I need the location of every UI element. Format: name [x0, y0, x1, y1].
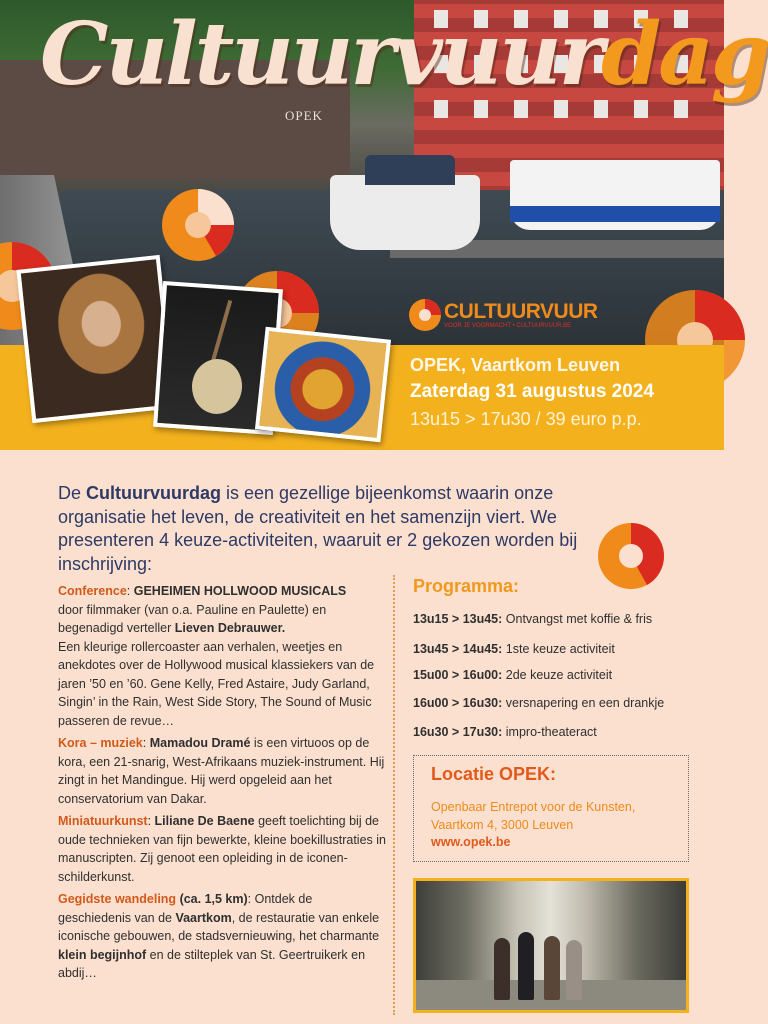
kora-desc: is een virtuoos op de kora, een 21-snarig, West-Afrikaans muziek-instrument. Hij zingt in het Mandingue. Hij werd opgeleid aan het conservatorium van Dakar. — [58, 736, 385, 806]
kora-label: Kora – muziek — [58, 736, 143, 750]
hero-banner — [0, 0, 768, 450]
intro-event-name: Cultuurvuurdag — [86, 483, 222, 503]
conference-label: Conference — [58, 584, 127, 598]
activity-kora: Kora – muziek: Mamadou Dramé is een virtuoos op de kora, een 21-snarig, West-Afrikaans muziek-instrument. Hij zingt in het Mandingue. Hij werd opgeleid aan het conservatorium van Dakar. — [58, 736, 385, 806]
program-item — [413, 612, 652, 626]
conference-title: GEHEIMEN HOLLWOOD MUSICALS — [133, 584, 347, 598]
location-url-link[interactable]: www.opek.be — [431, 835, 511, 849]
event-time-price: 13u15 > 17u30 / 39 euro p.p. — [410, 409, 642, 429]
activities-column — [58, 582, 388, 987]
activity-walk — [58, 890, 388, 983]
white-boat — [330, 175, 480, 250]
mini-person: Liliane De Baene — [154, 814, 255, 828]
walk-distance: (ca. 1,5 km) — [179, 892, 248, 906]
program-title: Programma: — [413, 576, 520, 596]
walk-desc2: , de restauratie van enkele iconische gebouwen, de stadsvernieuwing, het charmante — [58, 910, 380, 943]
program-item — [413, 642, 615, 656]
activity-mini: Miniatuurkunst: Liliane De Baene geeft toelichting bij de oude technieken van fijn bewerkte, kleine boekillustraties in manuscripten. Zij genoot een opleiding in de iconen-schilderkunst. — [58, 814, 386, 884]
program-item — [413, 725, 597, 739]
photo-lieven-debrauwer — [16, 255, 175, 423]
kora-person: Mamadou Dramé — [149, 736, 251, 750]
walk-desc1: : Ontdek de geschiedenis van de — [58, 892, 313, 925]
title-accent: dag — [601, 4, 768, 105]
logo-icon — [408, 298, 442, 332]
location-box — [413, 755, 689, 862]
conference-person: Lieven Debrauwer. — [174, 621, 286, 635]
street-walk-photo — [413, 878, 689, 1013]
blue-white-boat — [510, 160, 720, 230]
activity-conference: Conference: GEHEIMEN HOLLWOOD MUSICALS door filmmaker (van o.a. Pauline en Paulette) en begenadigd verteller Lieven Debrauwer. Een kleurige rollercoaster aan verhalen, weetjes en anekdotes over de Hollywood musical klassiekers van de jaren ’50 en ’60. Gene Kelly, Fred Astaire, Judy Garland, Singin’ in the Rain, West Side Story, The Sound of Music passeren de revue… — [58, 584, 375, 728]
mini-desc: geeft toelichting bij de oude technieken van fijn bewerkte, kleine boekillustraties in manuscripten. Zij genoot een opleiding in de iconen-schilderkunst. — [58, 814, 386, 884]
intro-part1: De — [58, 483, 87, 503]
program-text: versnapering en een drankje — [502, 696, 665, 710]
event-info — [410, 355, 720, 435]
event-location: OPEK, Vaartkom Leuven — [410, 355, 621, 375]
walk-place1: Vaartkom — [175, 910, 232, 925]
logo-name: CULTUURVUUR — [444, 300, 598, 323]
location-title: Locatie OPEK: — [431, 764, 557, 784]
mini-label: Miniatuurkunst — [58, 814, 148, 828]
building-sign: OPEK — [285, 108, 323, 123]
conference-line1: door filmmaker (van o.a. Pauline en Paulette) en begenadigd verteller — [58, 602, 327, 635]
program-time: 13u15 > 13u45: — [413, 612, 503, 626]
program-text: 2de keuze activiteit — [502, 668, 613, 682]
intro-part2: is een gezellige bijeenkomst waarin onze organisatie het leven, de creativiteit en het samenzijn viert. We presenteren 4 keuze-activiteiten, waaruit er 2 gekozen worden bij inschrijving: — [58, 483, 578, 574]
cultuurvuur-logo — [408, 296, 628, 336]
conference-desc: Een kleurige rollercoaster aan verhalen, weetjes en anekdotes over de Hollywood musical klassiekers van de jaren ’50 en ’60. Gene Kelly, Fred Astaire, Judy Garland, Singin’ in the Rain, West Side Story, The Sound of Music passeren de revue… — [58, 639, 375, 728]
badge-icon — [158, 185, 238, 265]
walk-desc3: en de stilteplek van St. Geertruikerk en abdij… — [58, 947, 366, 980]
title-main: Cultuurvuur — [40, 4, 602, 105]
page-title — [40, 4, 768, 114]
event-date: Zaterdag 31 augustus 2024 — [410, 381, 654, 402]
program-time: 16u00 > 16u30: — [413, 696, 503, 710]
walk-place2: klein begijnhof — [58, 947, 147, 962]
cultuurvuur-badge-icon — [595, 520, 667, 592]
program-text: 1ste keuze activiteit — [502, 642, 615, 656]
location-line1: Openbaar Entrepot voor de Kunsten, — [431, 800, 636, 814]
photo-miniature-painting — [255, 327, 391, 443]
location-line2: Vaartkom 4, 3000 Leuven — [431, 818, 574, 832]
program-text: Ontvangst met koffie & fris — [502, 612, 653, 626]
intro-text — [58, 482, 618, 576]
logo-tagline: VOOR JE VOORMACHT • CULTUURVUUR.BE — [444, 323, 572, 329]
program-time: 16u30 > 17u30: — [413, 725, 503, 739]
program-time: 15u00 > 16u00: — [413, 668, 503, 682]
walk-label: Gegidste wandeling — [58, 892, 177, 906]
program-time: 13u45 > 14u45: — [413, 642, 503, 656]
column-divider — [393, 575, 395, 1015]
program-item — [413, 668, 612, 682]
program-item — [413, 696, 664, 710]
program-text: impro-theateract — [502, 725, 597, 739]
